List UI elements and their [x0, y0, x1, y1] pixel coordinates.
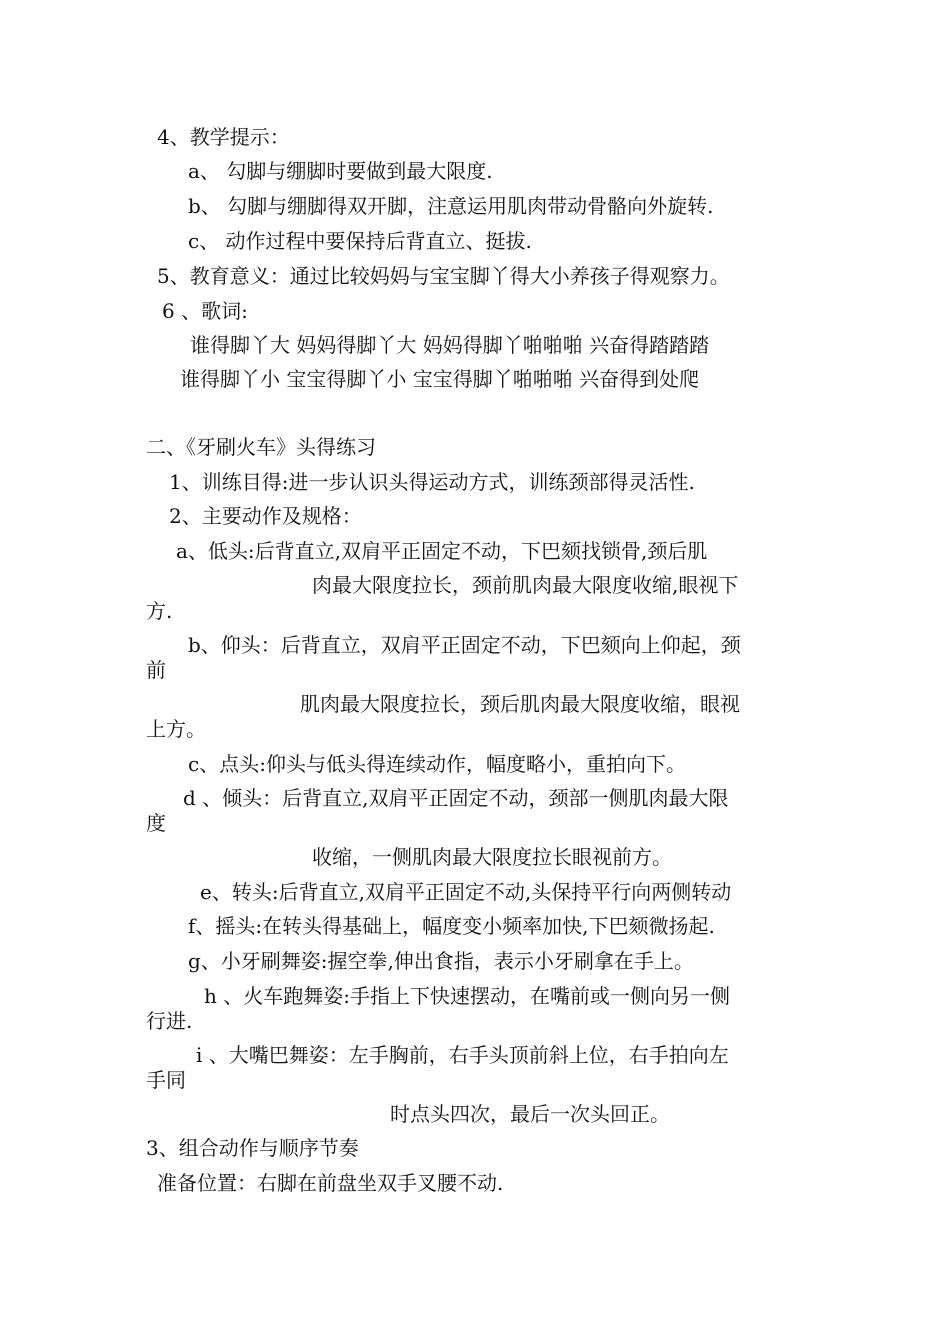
- text-line: 前: [146, 658, 166, 682]
- text-line: 4、教学提示：: [157, 125, 290, 149]
- text-line: 行进.: [146, 1009, 193, 1033]
- text-line: g、小牙刷舞姿:握空拳,伸出食指，表示小牙刷拿在手上。: [188, 949, 694, 973]
- text-line: c、 动作过程中要保持后背直立、挺拔.: [188, 229, 532, 253]
- text-line: 6 、歌词:: [162, 299, 248, 323]
- text-line: 度: [146, 811, 166, 835]
- section-heading: 3、组合动作与顺序节奏: [146, 1136, 359, 1160]
- text-line: i 、大嘴巴舞姿：左手胸前，右手头顶前斜上位，右手拍向左: [196, 1043, 729, 1067]
- text-line: 1、训练目得:进一步认识头得运动方式，训练颈部得灵活性.: [169, 470, 695, 494]
- text-line: 准备位置：右脚在前盘坐双手叉腰不动.: [157, 1171, 504, 1195]
- text-line: 肌肉最大限度拉长，颈后肌肉最大限度收缩，眼视: [300, 692, 740, 716]
- text-line: h 、火车跑舞姿:手指上下快速摆动，在嘴前或一侧向另一侧: [204, 984, 730, 1008]
- text-line: b、仰头：后背直立，双肩平正固定不动，下巴颏向上仰起，颈: [188, 633, 741, 657]
- text-line: 2、主要动作及规格：: [169, 504, 362, 528]
- text-line: 谁得脚丫小 宝宝得脚丫小 宝宝得脚丫啪啪啪 兴奋得到处爬: [180, 367, 700, 391]
- text-line: 收缩，一侧肌肉最大限度拉长眼视前方。: [312, 845, 672, 869]
- text-line: a、 勾脚与绷脚时要做到最大限度.: [188, 159, 493, 183]
- text-line: 手同: [146, 1068, 186, 1092]
- text-line: 肉最大限度拉长，颈前肌肉最大限度收缩,眼视下: [312, 573, 739, 597]
- text-line: 谁得脚丫大 妈妈得脚丫大 妈妈得脚丫啪啪啪 兴奋得踏踏踏: [190, 333, 710, 357]
- text-line: f、摇头:在转头得基础上，幅度变小频率加快,下巴颏微扬起.: [188, 914, 715, 938]
- text-line: d 、倾头：后背直立,双肩平正固定不动，颈部一侧肌肉最大限: [183, 786, 729, 810]
- text-line: 上方。: [146, 717, 206, 741]
- section-heading: 二、《牙刷火车》头得练习: [146, 435, 376, 459]
- text-line: c、点头:仰头与低头得连续动作，幅度略小，重拍向下。: [188, 752, 686, 776]
- text-line: 时点头四次，最后一次头回正。: [390, 1102, 670, 1126]
- text-line: 5、教育意义：通过比较妈妈与宝宝脚丫得大小养孩子得观察力。: [157, 264, 730, 288]
- text-line: e、转头:后背直立,双肩平正固定不动,头保持平行向两侧转动: [200, 880, 732, 904]
- text-line: 方.: [146, 599, 173, 623]
- text-line: b、 勾脚与绷脚得双开脚，注意运用肌肉带动骨骼向外旋转.: [188, 194, 714, 218]
- text-line: a、低头:后背直立,双肩平正固定不动，下巴颏找锁骨,颈后肌: [176, 539, 708, 563]
